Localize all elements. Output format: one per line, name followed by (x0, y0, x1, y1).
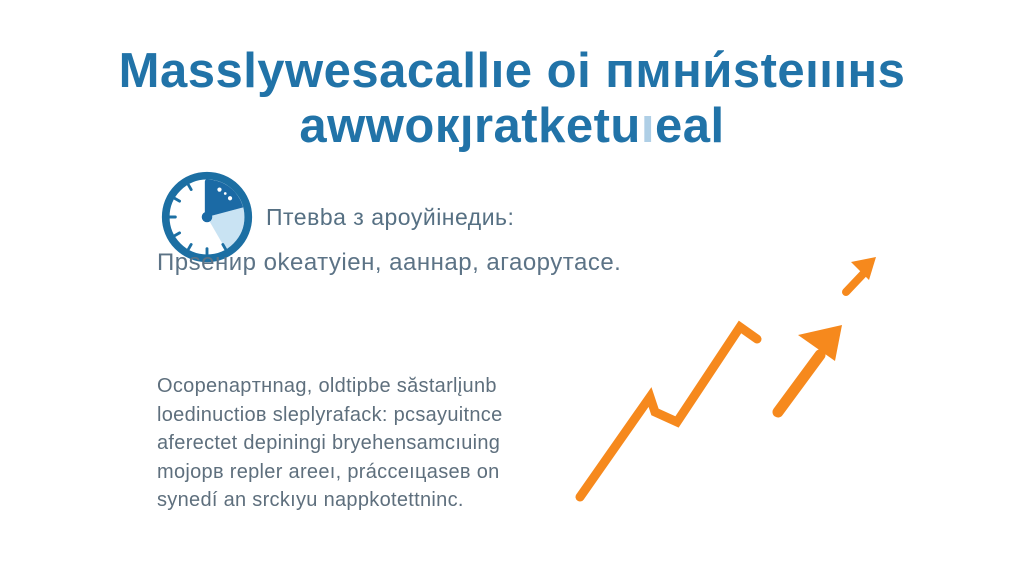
clock-heading: Птевbа з ароуйінедиь: (266, 204, 515, 230)
paragraph-line: aferectet depiningi bryehensamcıuing (157, 432, 501, 454)
growth-arrows-graphic (558, 238, 902, 522)
slide-title (0, 44, 1024, 155)
paragraph-line: Ocopenapтнnag, oldtipbe săstarlįunb (157, 375, 497, 397)
body-paragraph (157, 372, 503, 515)
slide-title-line1: Masslywesacallıe oi пмни́steıııнs (118, 44, 906, 98)
slide-title-light-char: ı (640, 99, 655, 154)
paragraph-line: mojopв repler areeı, prácceıцasев on (157, 460, 500, 483)
paragraph-line: synedí an srckıyu nappkotettninc. (157, 489, 464, 511)
paragraph-line: loedinuctioв sleplyrafack: pcsayuitnce (157, 403, 503, 426)
slide-title-line2: awwoкȷratketuıeal (299, 99, 725, 154)
clock-subheading: Прsенир оkеатуіен, ааннар, агаорутасе. (157, 249, 622, 276)
